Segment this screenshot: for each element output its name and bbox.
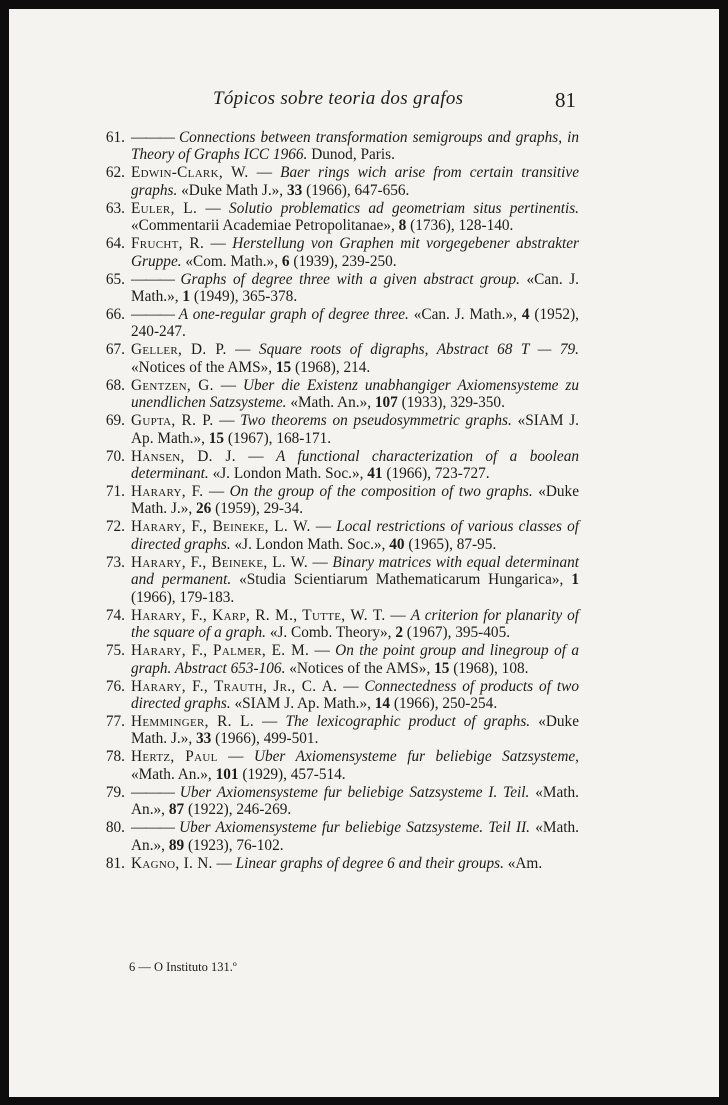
reference-separator: — [235,447,276,465]
reference-entry [95,713,579,748]
reference-number: 67. [105,341,125,359]
reference-title: A criterion for planarity of the square of a graph. [131,606,579,642]
reference-text [131,164,579,199]
reference-year-pages: (1736), 128-140. [410,217,514,235]
reference-text [131,642,579,677]
reference-volume: 40 [389,535,405,553]
reference-text [131,607,579,642]
reference-journal: «SIAM J. Ap. Math.», [131,412,579,447]
reference-volume: 6 [281,252,290,270]
reference-number: 61. [105,129,125,146]
reference-number: 74. [105,606,125,624]
reference-year-pages: (1965), 87-95. [408,535,497,553]
reference-volume: 2 [395,624,403,642]
reference-entry [95,642,579,677]
running-header [9,84,719,116]
reference-year-pages: (1966), 499-501. [215,730,319,748]
reference-entry [95,306,579,341]
reference-entry [95,129,579,164]
reference-separator: — [308,553,333,571]
reference-title: Baer rings wich arise from certain transitive graphs. [131,164,580,199]
reference-number: 79. [105,783,125,801]
reference-title: The lexicographic product of graphs. [285,712,531,730]
reference-separator: — [309,642,336,660]
reference-entry [95,483,579,518]
reference-separator: — [204,235,233,253]
reference-year-pages: (1933), 329-350. [401,394,505,412]
reference-title: Binary matrices with equal determinant and permanent. [131,553,579,589]
reference-text [131,129,579,164]
reference-title: Herstellung von Graphen mit vorgegebener abstrakter Gruppe. [131,235,580,270]
reference-volume: 33 [286,181,303,199]
reference-text [131,271,579,306]
reference-number: 62. [105,164,125,182]
reference-number: 77. [105,712,125,730]
reference-year-pages: (1939), 239-250. [293,252,397,270]
reference-volume: 1 [182,288,191,306]
reference-title: Uber Axiomensysteme fur beliebige Satzsysteme, [253,748,579,766]
ditto-dash: ——— [131,783,174,801]
reference-year-pages: (1966), 250-254. [393,694,498,712]
reference-number: 65. [105,270,125,288]
reference-number: 80. [105,819,125,837]
reference-journal: «J. London Math. Soc.», [212,465,364,483]
reference-number: 63. [105,199,125,217]
reference-author: Hansen, D. J. [131,447,236,465]
reference-text [131,200,579,235]
reference-separator: — [197,199,230,217]
reference-journal: «Duke Math J.», [181,181,284,199]
reference-entry [95,271,579,306]
reference-entry [95,607,579,642]
reference-author: Euler, L. [131,199,198,217]
reference-number: 81. [105,854,125,872]
reference-journal: «Notices of the AMS», [131,358,273,376]
ditto-dash: ——— [131,129,174,146]
reference-author: Edwin-Clark, W. [131,164,249,182]
reference-volume: 87 [168,801,185,819]
reference-number: 78. [105,748,125,766]
reference-title: A one-regular graph of degree three. [178,306,409,324]
reference-number: 70. [105,447,125,465]
reference-text [131,784,579,819]
reference-number: 73. [105,553,125,571]
reference-number: 69. [105,412,125,430]
reference-text [131,341,579,376]
reference-author: Hemminger, R. L. [131,712,254,730]
reference-text [131,748,579,783]
reference-year-pages: (1923), 76-102. [187,836,284,854]
reference-title: On the group of the composition of two graphs. [229,483,533,501]
reference-journal: «Commentarii Academiae Petropolitanae», [131,217,395,235]
ditto-dash: ——— [131,306,174,324]
reference-author: Harary, F., Beineke, L. W. [131,518,311,536]
reference-volume: 8 [398,217,407,235]
reference-volume: 101 [215,765,239,783]
reference-author: Frucht, R. [131,235,205,253]
reference-year-pages: (1968), 108. [453,659,529,677]
reference-title: Square roots of digraphs, Abstract 68 T — 79. [259,341,579,359]
reference-text [131,377,579,412]
reference-title: Graphs of degree three with a given abstract group. [180,270,520,288]
reference-volume: 33 [196,730,212,748]
reference-journal: «Studia Scientiarum Mathematicarum Hungarica», [239,571,564,589]
reference-text [131,483,579,518]
reference-volume: 4 [521,306,530,324]
reference-volume: 89 [168,836,185,854]
reference-title: Linear graphs of degree 6 and their groups. [235,854,504,872]
reference-number: 75. [105,642,125,660]
reference-entry [95,518,579,553]
reference-year-pages: (1966), 647-656. [306,181,410,199]
reference-entry [95,748,579,783]
reference-author: Gupta, R. P. [131,412,214,430]
reference-year-pages: (1968), 214. [295,358,371,376]
reference-journal: «J. Comb. Theory», [269,624,392,642]
reference-separator: — [337,677,365,695]
reference-text [131,855,579,872]
reference-year-pages: (1967), 395-405. [406,624,511,642]
running-title: Tópicos sobre teoria dos grafos [213,88,464,109]
reference-journal: «Notices of the AMS», [289,659,431,677]
reference-text [131,678,579,713]
reference-volume: 107 [374,394,398,412]
reference-entry [95,341,579,376]
reference-journal: «J. London Math. Soc.», [234,535,386,553]
ditto-dash: ——— [131,270,174,288]
page-number: 81 [555,88,576,112]
reference-separator: — [310,518,337,536]
reference-year-pages: (1929), 457-514. [242,765,346,783]
reference-entry [95,200,579,235]
reference-author: Harary, F., Karp, R. M., Tutte, W. T. [131,606,386,624]
reference-year-pages: (1966), 723-727. [386,465,490,483]
reference-author: Kagno, I. N. [131,854,213,872]
reference-number: 71. [105,483,125,501]
reference-journal: «Math. An.», [290,394,372,412]
reference-title: On the point group and linegroup of a graph. Abstract 653-106. [131,642,579,677]
reference-separator: — [203,483,230,501]
reference-volume: 15 [275,358,292,376]
reference-volume: 41 [367,465,383,483]
reference-text [131,235,579,270]
reference-text [131,412,579,447]
reference-title: Uber Axiomensysteme fur beliebige Satzsysteme I. Teil. [179,783,530,801]
ditto-dash: ——— [131,819,174,837]
reference-text [131,819,579,854]
reference-journal: «Duke Math. J.», [131,483,579,518]
reference-title: Connectedness of products of two directed graphs. [131,677,580,712]
reference-author: Harary, F. [131,483,204,501]
reference-entry [95,235,579,270]
reference-journal: «Math. An.», [131,819,579,854]
reference-number: 64. [105,235,125,253]
reference-journal: «Can. J. Math.», [413,306,517,324]
reference-text [131,713,579,748]
reference-entry [95,164,579,199]
reference-year-pages: (1966), 179-183. [131,588,235,606]
reference-volume: 26 [196,500,212,518]
reference-journal: «Am. [507,854,543,872]
reference-entry [95,412,579,447]
reference-volume: 14 [374,694,391,712]
reference-volume: 15 [208,429,225,447]
reference-separator: — [253,712,286,730]
reference-separator: — [212,854,236,872]
reference-volume: 1 [571,571,579,589]
reference-title: Uber die Existenz unabhangiger Axiomensysteme zu unendlichen Satzsysteme. [131,376,579,412]
reference-entry [95,678,579,713]
reference-author: Gentzen, G. [131,376,214,394]
reference-journal: Dunod, Paris. [311,146,395,164]
reference-entry [95,448,579,483]
reference-list [95,129,579,873]
reference-separator: — [213,376,243,394]
reference-separator: — [385,606,411,624]
reference-title: Two theorems on pseudosymmetric graphs. [240,412,512,430]
reference-journal: «Math. An.», [131,783,579,819]
page [9,9,719,1097]
reference-entry [95,554,579,606]
reference-year-pages: (1922), 246-269. [187,801,292,819]
reference-text [131,448,579,483]
reference-number: 76. [105,677,125,695]
reference-title: Connections between transformation semigroups and graphs, in Theory of Graphs ICC 1966. [131,129,580,164]
reference-journal: «Duke Math. J.», [131,712,579,748]
reference-year-pages: (1967), 168-171. [227,429,332,447]
reference-number: 66. [105,306,125,324]
reference-separator: — [248,164,281,182]
reference-year-pages: (1949), 365-378. [193,288,298,306]
reference-journal: «Math. An.», [131,765,212,783]
reference-year-pages: (1959), 29-34. [215,500,304,518]
reference-journal: «Com. Math.», [185,252,279,270]
reference-text [131,518,579,553]
reference-number: 72. [105,518,125,536]
reference-author: Harary, F., Palmer, E. M. [131,642,310,660]
reference-entry [95,784,579,819]
reference-title: Uber Axiomensysteme fur beliebige Satzsysteme. Teil II. [179,819,530,837]
reference-text [131,554,579,606]
reference-separator: — [213,412,241,430]
reference-text [131,306,579,341]
reference-number: 68. [105,376,125,394]
reference-author: Harary, F., Beineke, L. W. [131,553,309,571]
reference-entry [95,855,579,872]
reference-title: A functional characterization of a boolean determinant. [131,447,579,483]
reference-journal: «SIAM J. Ap. Math.», [234,694,371,712]
reference-entry [95,377,579,412]
reference-journal: «Can. J. Math.», [131,270,580,306]
reference-title: Local restrictions of various classes of directed graphs. [131,518,579,553]
reference-author: Geller, D. P. [131,341,227,359]
reference-author: Harary, F., Trauth, Jr., C. A. [131,677,338,695]
reference-separator: — [217,748,254,766]
reference-title: Solutio problematics ad geometriam situs pertinentis. [229,199,579,217]
reference-volume: 15 [434,659,450,677]
reference-separator: — [226,341,259,359]
reference-entry [95,819,579,854]
reference-author: Hertz, Paul [131,748,218,766]
reference-year-pages: (1952), 240-247. [131,306,579,341]
signature-mark: 6 — O Instituto 131.º [129,960,237,974]
